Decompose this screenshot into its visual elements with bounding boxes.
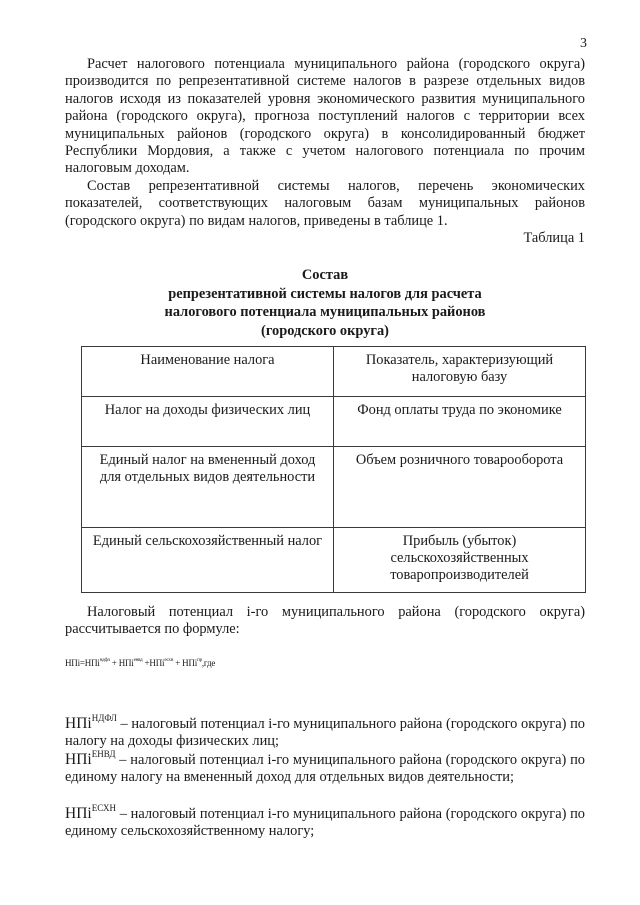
table-title-line: (городского округа): [261, 322, 389, 339]
header-tax-base-indicator: Показатель, характеризующий налоговую базу: [334, 347, 586, 397]
table-cell-tax: Единый сельскохозяйственный налог: [82, 528, 334, 593]
composition-paragraph: Состав репрезентативной системы налогов, перечень экономических показателей, соответствующих налоговым базам муниципальных районов (городского округа) по видам налогов, приведены в таблице 1.: [65, 178, 585, 229]
table-title-line: репрезентативной системы налогов для расчета: [168, 285, 482, 302]
tax-potential-formula: [65, 658, 215, 668]
formula-lhs: НПi=НПi: [65, 658, 100, 668]
definition-symbol: НПi: [65, 715, 92, 732]
table-cell-tax: Налог на доходы физических лиц: [82, 397, 334, 447]
formula-sup: пр: [197, 658, 202, 663]
formula-sup: есхн: [164, 658, 174, 663]
table-title-line: Состав: [301, 267, 349, 283]
table-title: [100, 266, 550, 340]
table-cell-indicator: Фонд оплаты труда по экономике: [334, 397, 586, 447]
definition-sup: НДФЛ: [91, 713, 117, 723]
definition-symbol: НПi: [65, 751, 92, 768]
table-caption: Таблица 1: [523, 230, 585, 246]
definition-eshn: [65, 800, 585, 841]
definition-ndfl: [65, 710, 585, 751]
definition-sup: ЕСХН: [91, 803, 116, 813]
definition-sup: ЕНВД: [91, 749, 116, 759]
header-tax-name: Наименование налога: [82, 347, 334, 397]
table-row: [82, 397, 586, 447]
table-row: [82, 528, 586, 593]
table-cell-indicator: Прибыль (убыток) сельскохозяйственных товаропроизводителей: [334, 528, 586, 593]
formula-intro-paragraph: Налоговый потенциал i-го муниципального района (городского округа) рассчитывается по формуле:: [65, 604, 585, 638]
definition-text: – налоговый потенциал i-го муниципального района (городского округа) по единому сельскохозяйственному налогу;: [65, 806, 585, 840]
table-cell-tax: Единый налог на вмененный доход для отдельных видов деятельности: [82, 447, 334, 528]
formula-sup: енвд: [133, 658, 143, 663]
table-title-line: налогового потенциала муниципальных районов: [164, 304, 486, 320]
formula-term: + НПi: [109, 658, 134, 668]
page-number: 3: [580, 36, 587, 51]
definition-text: – налоговый потенциал i-го муниципального района (городского округа) по налогу на доходы физических лиц;: [65, 716, 585, 750]
tax-system-table: [81, 346, 586, 593]
formula-sup: ндфл: [99, 658, 110, 663]
table-cell-indicator: Объем розничного товарооборота: [334, 447, 586, 528]
formula-term: + НПi: [173, 658, 198, 668]
definition-envd: [65, 746, 585, 787]
table-row: [82, 447, 586, 528]
definition-symbol: НПi: [65, 805, 92, 822]
formula-tail: ,где: [201, 658, 216, 668]
table-header-row: [82, 347, 586, 397]
formula-term: +НПi: [142, 658, 165, 668]
definition-text: – налоговый потенциал i-го муниципального района (городского округа) по единому налогу на вмененный доход для отдельных видов деятельности;: [65, 752, 585, 786]
intro-paragraph: Расчет налогового потенциала муниципального района (городского округа) производится по репрезентативной системе налогов в разрезе отдельных видов налогов исходя из показателей уровня экономического развития муниципального района (городского округа), прогноза поступлений налогов с территории всех муниципальных районов (городского округа) в консолидированный бюджет Республики Мордовия, а также с учетом налогового потенциала по прочим налоговым доходам.: [65, 56, 585, 177]
